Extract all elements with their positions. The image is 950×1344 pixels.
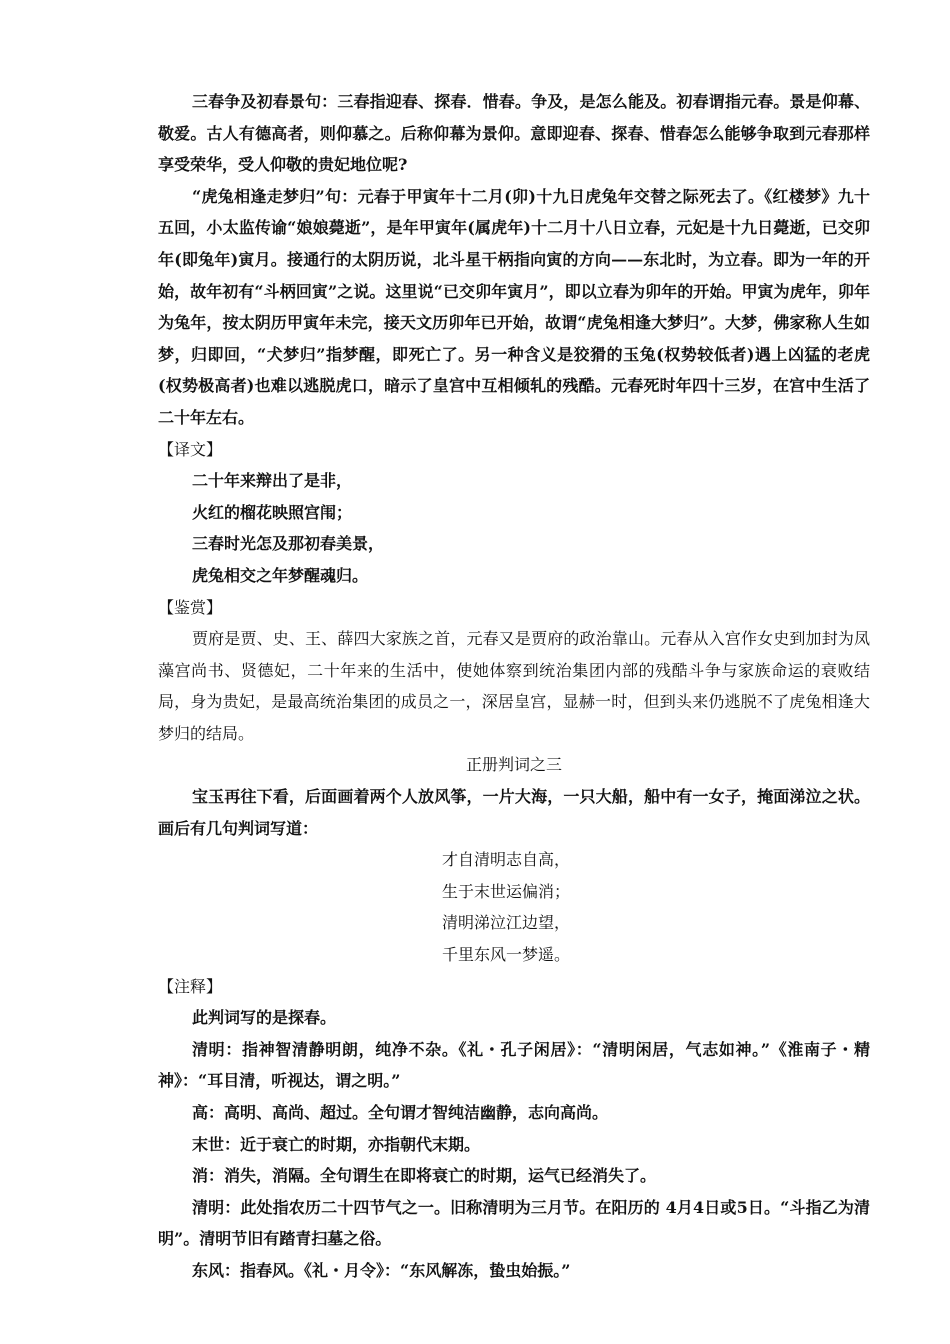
translation-line: 火红的榴花映照宫闱； [192,502,353,522]
notes-heading: 【注释】 [158,976,223,996]
translation-line: 三春时光怎及那初春美景， [192,534,385,554]
appreciation-text: 贾府是贾、史、王、薛四大家族之首，元春又是贾府的政治靠山。元春从入宫作女史到加封为凤藻宫尚书、贤德妃，二十年来的生活中，使她体察到统治集团内部的残酷斗争与家族命运的衰败结局，身为贵妃，是最高统治集团的成员之一，深居皇宫，显赫一时，但到头来仍逃脱不了虎兔相逢大梦归的结局。 [158,629,870,743]
poem-line: 才自清明志自高， [442,850,571,870]
paragraph-hutu-note: “虎兔相逢走梦归”句：元春于甲寅年十二月(卯)十九日虎兔年交替之际死去了。《红楼梦》九十五回，小太监传谕“娘娘薨逝”，是年甲寅年(属虎年)十二月十八日立春，元妃是十九日薨逝，已交卯年(即兔年)寅月。接通行的太阴历说，北斗星干柄指向寅的方向——东北时，为立春。即为一年的开始，故年初有“斗柄回寅”之说。这里说“已交卯年寅月”，即以立春为卯年的开始。甲寅为虎年，卯年为兔年，按太阴历甲寅年未完，接天文历卯年已开始，故谓“虎兔相逢大梦归”。大梦，佛家称人生如梦，归即回，“犬梦归”指梦醒，即死亡了。另一种含义是狡猾的玉兔(权势较低者)遇上凶猛的老虎(权势极高者)也难以逃脱虎口，暗示了皇宫中互相倾轧的残酷。元春死时年四十三岁，在宫中生活了二十年左右。 [158,186,870,427]
poem-line: 千里东风一梦遥。 [442,945,571,965]
document-page [158,86,870,1287]
translation-heading: 【译文】 [158,439,223,459]
intro-paragraph: 宝玉再往下看，后面画着两个人放风筝，一片大海，一只大船，船中有一女子，掩面涕泣之状。画后有几句判词写道： [158,787,870,838]
section-title: 正册判词之三 [465,755,562,775]
note-item: 消：消失，消隔。全句谓生在即将衰亡的时期，运气已经消失了。 [192,1166,657,1186]
translation-line: 虎兔相交之年梦醒魂归。 [192,565,369,585]
note-item: 清明：指神智清静明朗，纯净不杂。《礼・孔子闲居》：“清明闲居，气志如神。”《淮南子・精神》：“耳目清，听视达，谓之明。” [158,1039,870,1091]
translation-verse [158,465,870,591]
note-item: 东风：指春风。《礼・月令》：“东风解冻，蛰虫始振。” [192,1260,571,1280]
note-item: 末世：近于衰亡的时期，亦指朝代末期。 [192,1134,481,1154]
poem-verse [158,844,870,970]
poem-line: 清明涕泣江边望， [442,913,571,933]
note-item: 清明：此处指农历二十四节气之一。旧称清明为三月节。在阳历的 4月4日或5日。“斗指乙为清明”。清明节旧有踏青扫墓之俗。 [158,1197,870,1249]
translation-line: 二十年来辩出了是非， [192,471,353,491]
poem-line: 生于末世运偏消； [442,881,571,901]
appreciation-heading: 【鉴赏】 [158,597,223,617]
note-item: 高：高明、高尚、超过。全句谓才智纯洁幽静，志向高尚。 [192,1103,609,1122]
paragraph-sanchun-note: 三春争及初春景句：三春指迎春、探春．惜春。争及，是怎么能及。初春谓指元春。景是仰幕、敬爱。古人有德高者，则仰慕之。后称仰幕为景仰。意即迎春、探春、惜春怎么能够争取到元春那样享受荣华，受人仰敬的贵妃地位呢? [158,92,870,175]
note-item: 此判词写的是探春。 [192,1008,337,1028]
